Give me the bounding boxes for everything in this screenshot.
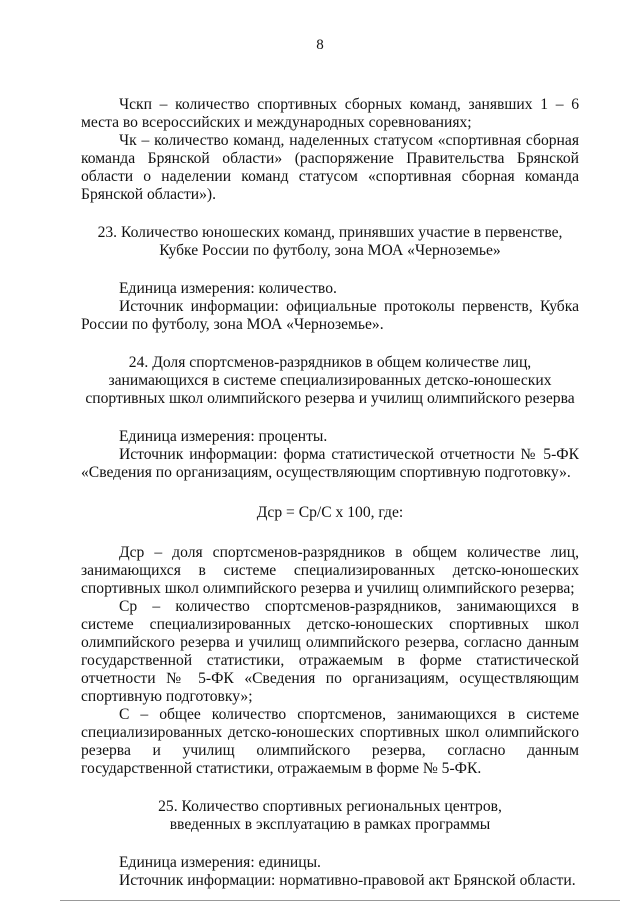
section-25-source: Источник информации: нормативно-правовой акт Брянской области. (119, 872, 576, 889)
section-23-heading-line: 23. Количество юношеских команд, принявших участие в первенстве, (97, 224, 563, 241)
section-24-heading-line: спортивных школ олимпийского резерва и училищ олимпийского резерва (85, 390, 575, 407)
definition-chskp: Чскп – количество спортивных сборных команд, занявших 1 – 6 места во всероссийских и международных соревнованиях; (81, 96, 579, 131)
section-23-heading (81, 224, 579, 260)
section-25-unit: Единица измерения: единицы. (119, 854, 321, 871)
formula: Дср = Ср/С х 100, где: (256, 504, 404, 521)
section-24-heading (81, 354, 579, 408)
section-25-heading-line: введенных в эксплуатацию в рамках программы (169, 816, 491, 833)
definition-chk: Чк – количество команд, наделенных статусом «спортивная сборная команда Брянской области» (распоряжение Правительства Брянской области о наделении команд статусом «спортивная сборная команда Брянской области»). (81, 132, 579, 203)
section-24-source: Источник информации: форма статистической отчетности № 5-ФК «Сведения по организациям, осуществляющим спортивную подготовку». (81, 446, 579, 481)
section-23-heading-line: Кубке России по футболу, зона МОА «Черноземье» (159, 242, 501, 259)
section-23-source: Источник информации: официальные протоколы первенств, Кубка России по футболу, зона МОА «Черноземье». (81, 298, 579, 333)
definition-sr: Ср – количество спортсменов-разрядников, занимающихся в системе специализированных детско-юношеских спортивных школ олимпийского резерва и училищ олимпийского резерва, согласно данным государственной статистики, отражаемым в форме статистической отчетности № 5-ФК «Сведения по организациям, осуществляющим спортивную подготовку»; (81, 598, 579, 705)
page-number: 8 (316, 37, 324, 53)
definition-s: С – общее количество спортсменов, занимающихся в системе специализированных детско-юношеских спортивных школ олимпийского резерва и училищ олимпийского резерва, согласно данным государственной статистики, отражаемым в форме № 5-ФК. (81, 706, 579, 777)
section-24-heading-line: 24. Доля спортсменов-разрядников в общем количестве лиц, (128, 354, 532, 371)
section-25-heading-line: 25. Количество спортивных региональных центров, (158, 798, 502, 815)
page-content (81, 96, 579, 890)
definition-dsr: Дср – доля спортсменов-разрядников в общем количестве лиц, занимающихся в системе специализированных детско-юношеских спортивных школ олимпийского резерва и училищ олимпийского резерва; (81, 544, 579, 597)
section-24-heading-line: занимающихся в системе специализированных детско-юношеских (108, 372, 552, 389)
section-25-heading (81, 798, 579, 834)
section-23-unit: Единица измерения: количество. (119, 280, 337, 297)
section-24-unit: Единица измерения: проценты. (119, 428, 328, 445)
bottom-divider (60, 900, 620, 901)
